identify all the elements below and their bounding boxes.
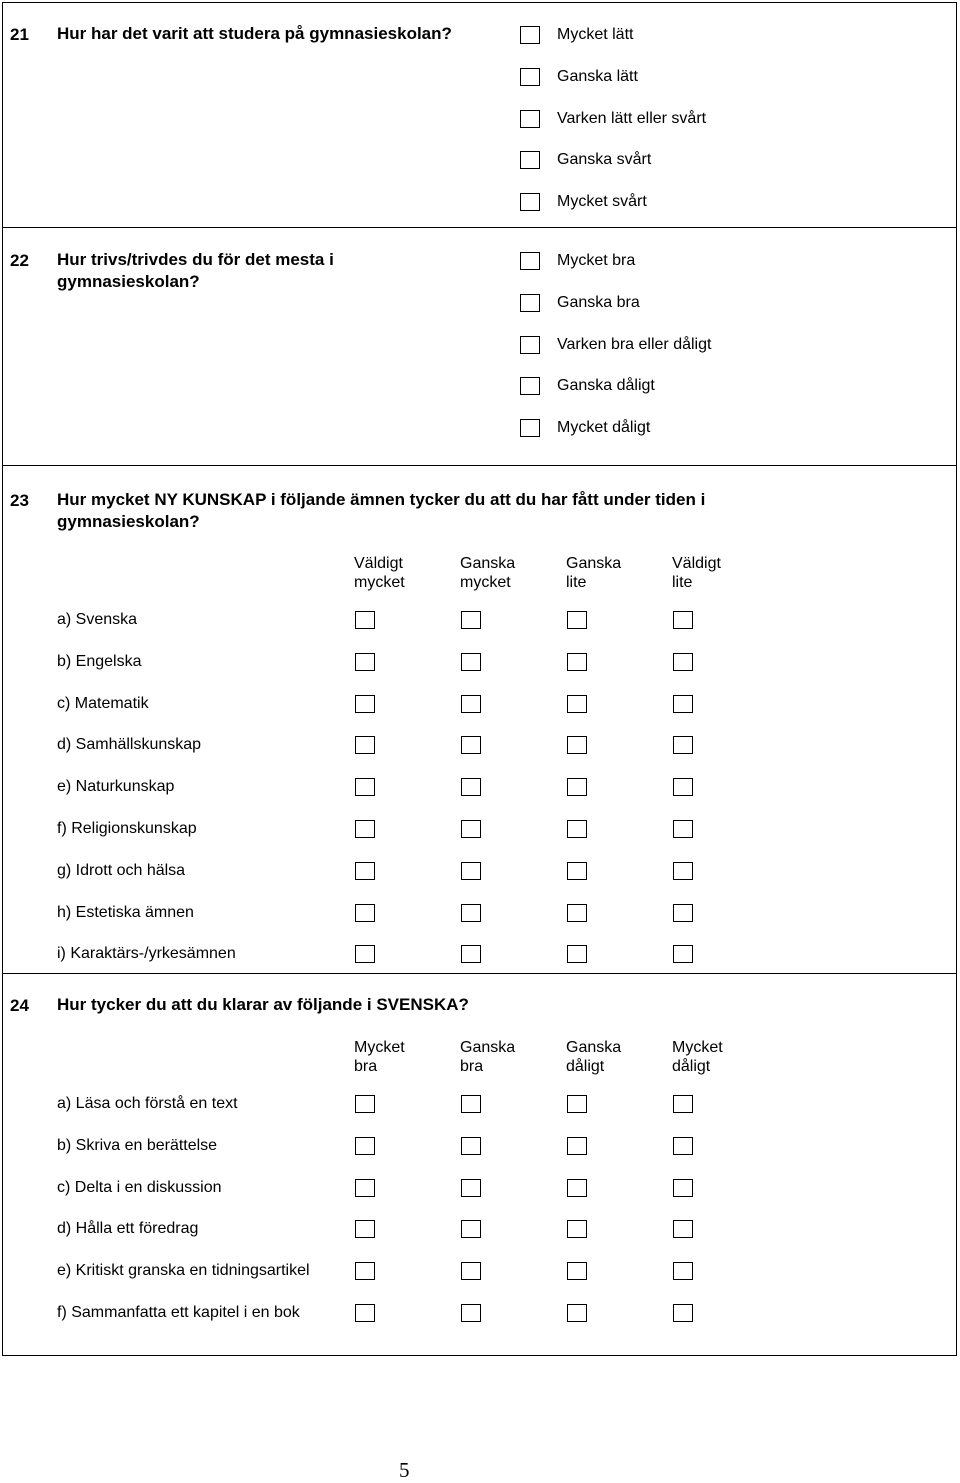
question-number: 22 [10,251,29,270]
checkbox[interactable] [673,736,693,754]
column-header-line: lite [566,574,587,591]
checkbox[interactable] [673,1220,693,1238]
column-header-line: bra [354,1058,378,1075]
checkbox[interactable] [673,1095,693,1113]
checkbox[interactable] [355,653,375,671]
checkbox[interactable] [673,820,693,838]
question-text-line: Hur trivs/trivdes du för det mesta i [57,250,334,269]
checkbox[interactable] [567,778,587,796]
checkbox[interactable] [567,1262,587,1280]
row-label: c) Matematik [57,694,149,712]
column-header [354,1038,405,1076]
checkbox[interactable] [355,611,375,629]
checkbox[interactable] [355,862,375,880]
checkbox[interactable] [355,1304,375,1322]
section-divider [2,227,957,228]
column-header [672,1038,723,1076]
checkbox[interactable] [461,1262,481,1280]
checkbox[interactable] [567,1137,587,1155]
checkbox[interactable] [461,1095,481,1113]
checkbox[interactable] [567,653,587,671]
checkbox[interactable] [673,653,693,671]
checkbox[interactable] [673,1179,693,1197]
question-number: 23 [10,491,29,510]
checkbox[interactable] [520,377,540,395]
answer-option[interactable] [520,336,711,354]
checkbox[interactable] [461,1137,481,1155]
answer-option[interactable] [520,377,655,395]
checkbox[interactable] [673,1137,693,1155]
column-header-line: bra [460,1058,484,1075]
column-header [566,554,621,592]
checkbox[interactable] [567,1095,587,1113]
checkbox[interactable] [520,336,540,354]
checkbox[interactable] [673,904,693,922]
checkbox[interactable] [673,778,693,796]
column-header-line: Mycket [354,1039,405,1056]
option-label: Ganska dåligt [557,377,655,395]
row-label: d) Samhällskunskap [57,736,202,754]
row-label: a) Läsa och förstå en text [57,1095,238,1112]
option-label: Mycket lätt [557,26,634,43]
column-header-line: Ganska [566,555,622,572]
checkbox[interactable] [461,611,481,629]
checkbox[interactable] [355,945,375,963]
section-divider [2,465,957,466]
checkbox[interactable] [520,26,540,44]
row-label: c) Delta i en diskussion [57,1178,222,1196]
checkbox[interactable] [355,1220,375,1238]
checkbox[interactable] [567,945,587,963]
checkbox[interactable] [673,945,693,963]
checkbox[interactable] [461,1179,481,1197]
question-number: 21 [10,25,29,44]
column-header-line: Väldigt [672,555,721,572]
checkbox[interactable] [567,1304,587,1322]
column-header-line: mycket [354,574,405,591]
checkbox[interactable] [520,68,540,86]
option-label: Mycket bra [557,252,636,269]
checkbox[interactable] [461,862,481,880]
question-number: 24 [10,996,29,1015]
column-header-line: Ganska [460,555,516,572]
column-header-line: lite [672,574,693,591]
column-header [566,1038,621,1076]
column-header-line: Ganska [460,1039,516,1056]
row-label: f) Sammanfatta ett kapitel i en bok [57,1304,300,1321]
row-label: a) Svenska [57,611,138,628]
answer-option[interactable] [520,419,650,437]
checkbox[interactable] [567,695,587,713]
answer-option[interactable] [520,110,706,128]
checkbox[interactable] [673,611,693,629]
checkbox[interactable] [355,1179,375,1197]
row-label: b) Skriva en berättelse [57,1136,218,1154]
checkbox[interactable] [673,1262,693,1280]
row-label: e) Kritiskt granska en tidningsartikel [57,1262,310,1280]
question-text-line: Hur mycket NY KUNSKAP i följande ämnen tycker du att du har fått under tiden i [57,490,706,509]
checkbox[interactable] [567,1179,587,1197]
checkbox[interactable] [355,1137,375,1155]
checkbox[interactable] [520,151,540,169]
checkbox[interactable] [355,695,375,713]
checkbox[interactable] [355,736,375,754]
checkbox[interactable] [673,1304,693,1322]
checkbox[interactable] [520,193,540,211]
checkbox[interactable] [461,736,481,754]
row-label: f) Religionskunskap [57,820,197,837]
column-header-line: Väldigt [354,555,403,572]
answer-option[interactable] [520,151,651,169]
option-label: Ganska bra [557,293,640,311]
answer-option[interactable] [520,294,640,312]
checkbox[interactable] [355,1262,375,1280]
column-header [354,554,405,592]
option-label: Mycket dåligt [557,419,651,437]
question-text [57,249,334,293]
row-label: b) Engelska [57,652,142,670]
checkbox[interactable] [567,611,587,629]
checkbox[interactable] [567,736,587,754]
question-text: Hur tycker du att du klarar av följande i SVENSKA? [57,995,469,1014]
checkbox[interactable] [567,1220,587,1238]
checkbox[interactable] [461,945,481,963]
checkbox[interactable] [355,778,375,796]
option-label: Ganska lätt [557,67,638,85]
checkbox[interactable] [520,110,540,128]
checkbox[interactable] [673,695,693,713]
row-label: e) Naturkunskap [57,778,175,796]
checkbox[interactable] [355,820,375,838]
column-header-line: Mycket [672,1039,723,1056]
checkbox[interactable] [461,904,481,922]
column-header [672,554,721,592]
row-label: g) Idrott och hälsa [57,861,186,879]
option-label: Varken bra eller dåligt [557,335,712,353]
checkbox[interactable] [520,294,540,312]
checkbox[interactable] [461,820,481,838]
option-label: Ganska svårt [557,151,652,169]
column-header [460,1038,515,1076]
checkbox[interactable] [520,419,540,437]
row-label: d) Hålla ett föredrag [57,1220,199,1238]
checkbox[interactable] [355,1095,375,1113]
checkbox[interactable] [461,653,481,671]
column-header [460,554,515,592]
row-label: i) Karaktärs-/yrkesämnen [57,945,236,963]
column-header-line: dåligt [672,1058,711,1075]
question-text-line: gymnasieskolan? [57,512,200,531]
question-text: Hur har det varit att studera på gymnasieskolan? [57,24,452,43]
checkbox[interactable] [461,778,481,796]
option-label: Varken lätt eller svårt [557,109,707,127]
section-divider [2,973,957,974]
checkbox[interactable] [355,904,375,922]
checkbox[interactable] [567,862,587,880]
answer-option[interactable] [520,252,635,270]
option-label: Mycket svårt [557,193,647,211]
checkbox[interactable] [461,1304,481,1322]
checkbox[interactable] [461,1220,481,1238]
checkbox[interactable] [673,862,693,880]
question-text [57,489,705,533]
question-text-line: gymnasieskolan? [57,272,200,291]
answer-option[interactable] [520,26,633,44]
checkbox[interactable] [520,252,540,270]
row-label: h) Estetiska ämnen [57,903,194,921]
page-number: 5 [399,1458,410,1482]
checkbox[interactable] [567,820,587,838]
column-header-line: Ganska [566,1039,622,1056]
answer-option[interactable] [520,68,638,86]
column-header-line: dåligt [566,1058,605,1075]
column-header-line: mycket [460,574,511,591]
checkbox[interactable] [461,695,481,713]
checkbox[interactable] [567,904,587,922]
answer-option[interactable] [520,193,647,211]
